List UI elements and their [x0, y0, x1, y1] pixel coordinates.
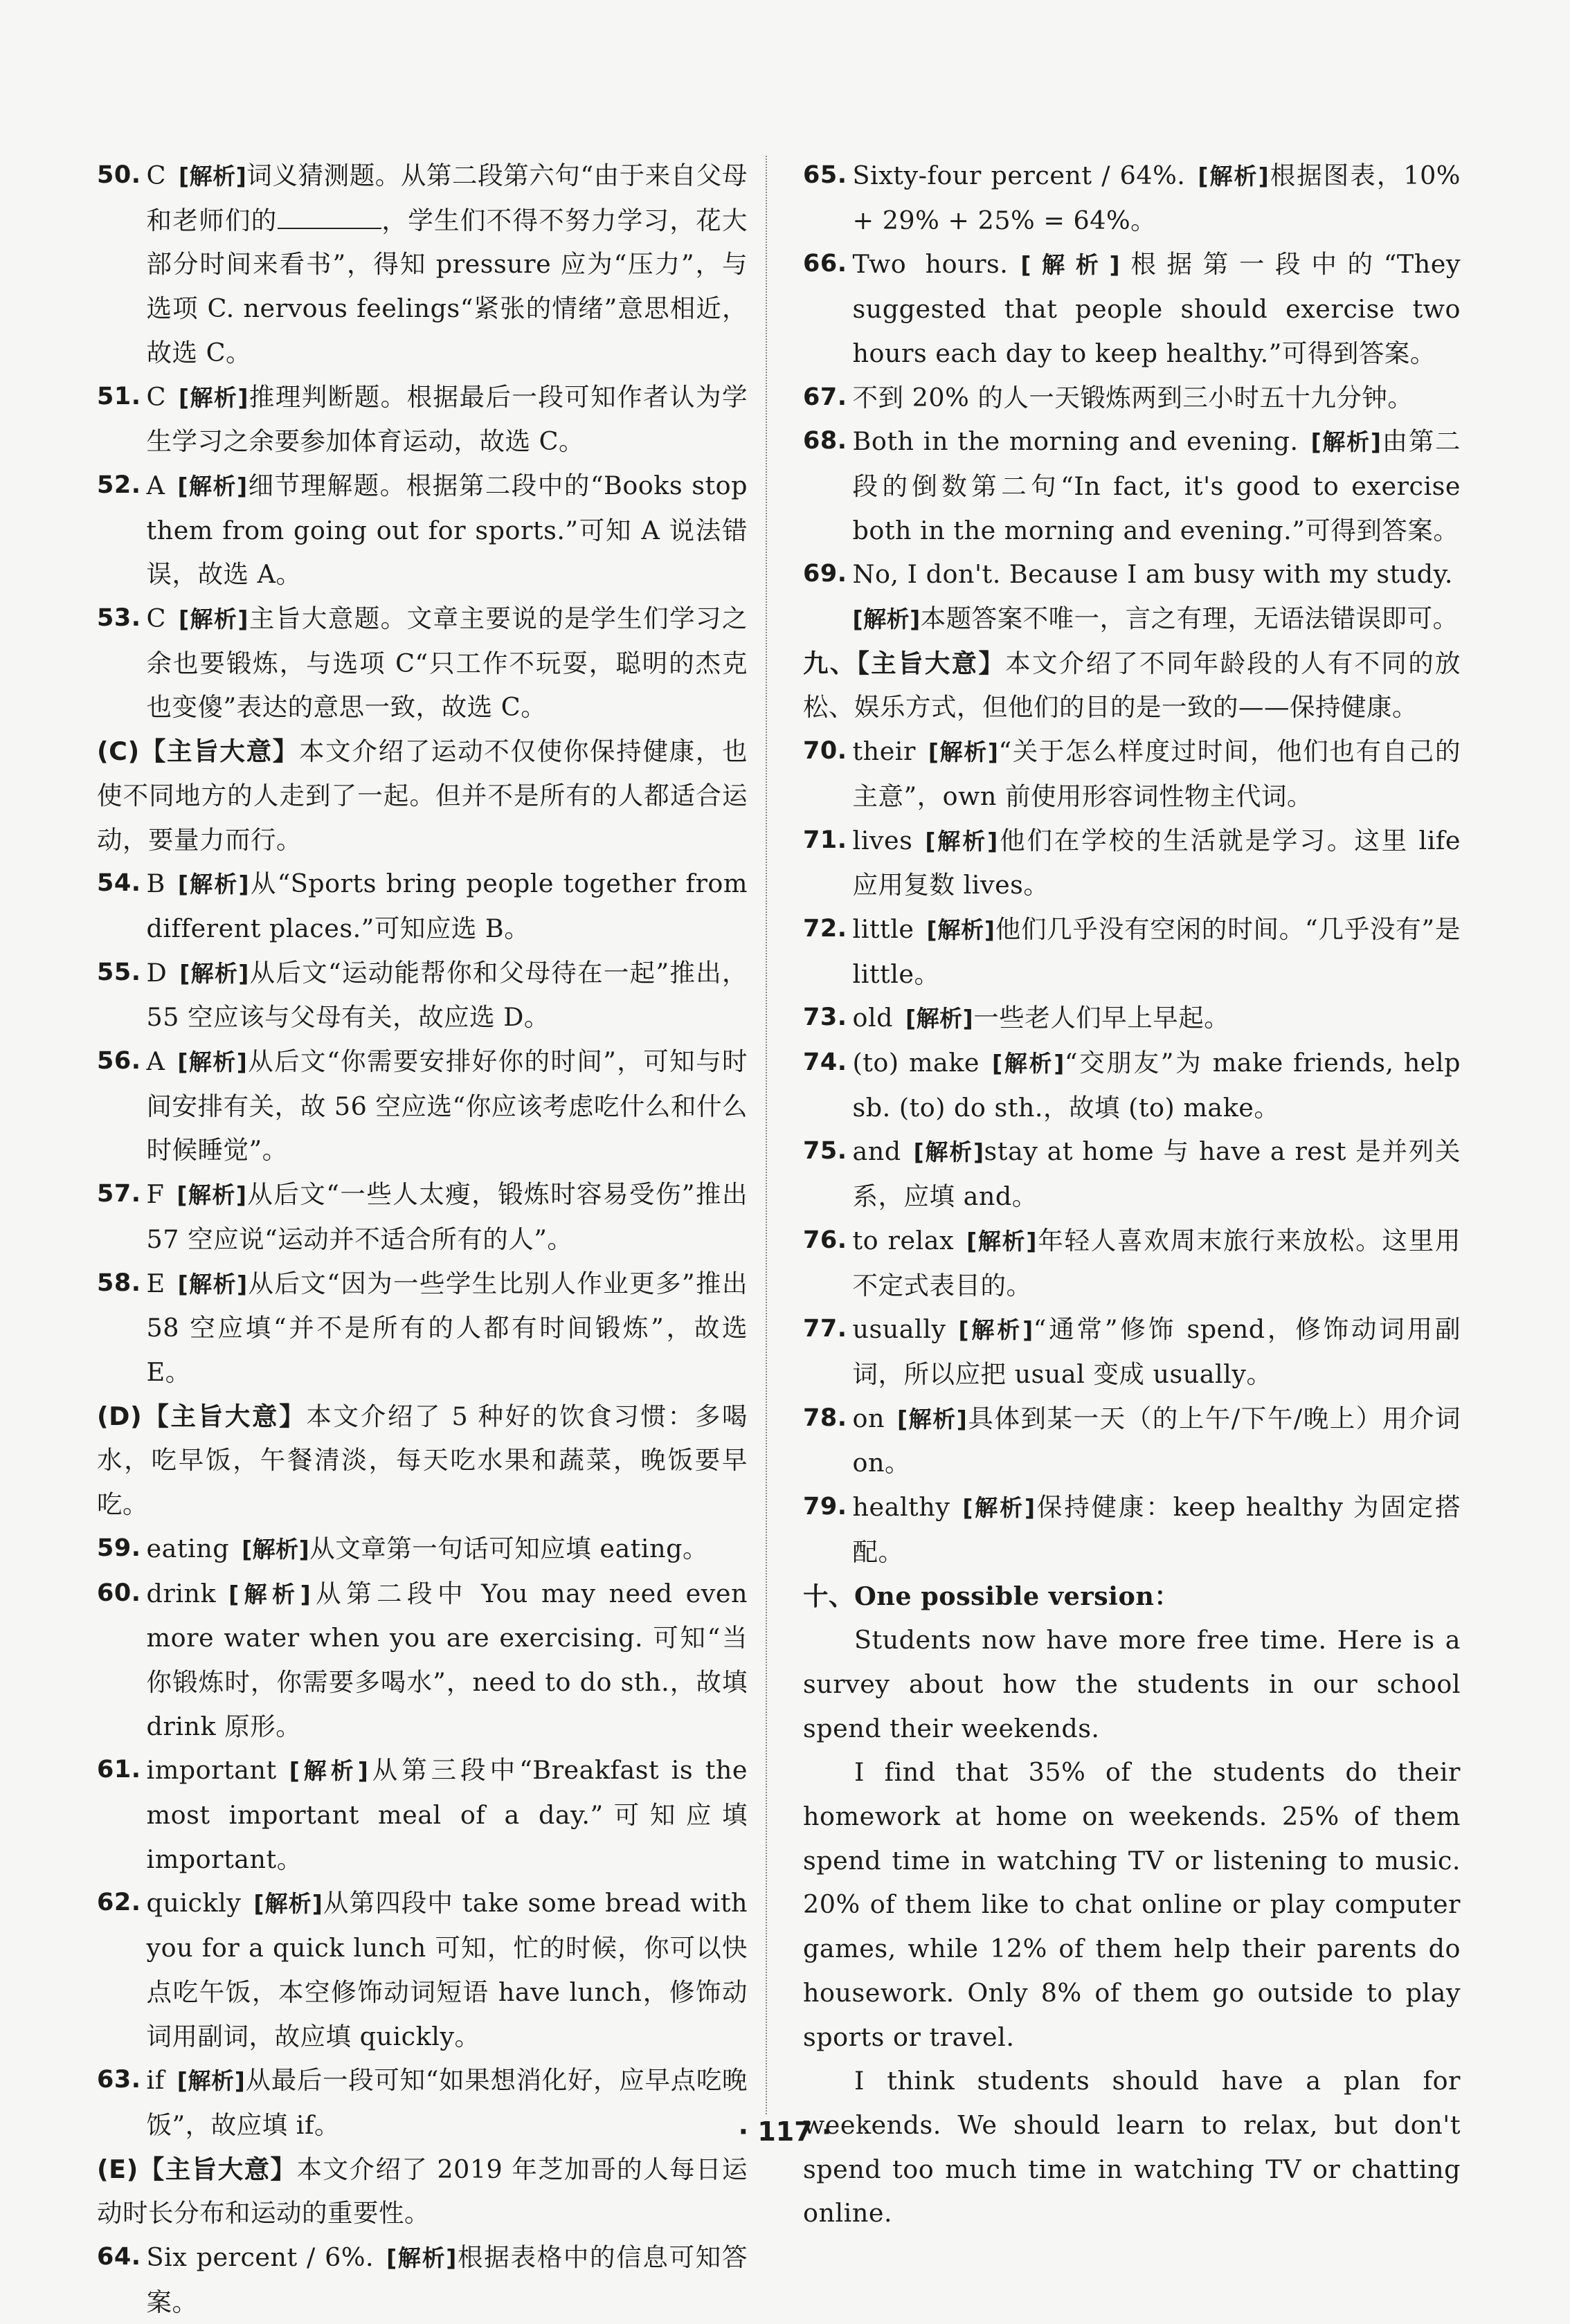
- answer: on: [852, 1403, 885, 1433]
- section-text: 本文介绍了 2019 年芝加哥的人每日运动时长分布和运动的重要性。: [97, 2154, 748, 2228]
- section-nine-summary: [803, 642, 1461, 729]
- analysis-text: stay at home 与 have a rest 是并列关系，应填 and。: [852, 1136, 1461, 1212]
- analysis-text: 本题答案不唯一，言之有理，无语法错误即可。: [920, 603, 1459, 634]
- answer: usually: [852, 1314, 946, 1345]
- answer: D: [146, 957, 168, 988]
- page-number: · 117 ·: [738, 2116, 832, 2147]
- answer: C: [146, 603, 166, 634]
- analysis-tag: [解析]: [386, 2244, 457, 2272]
- analysis-tag: [解析]: [177, 1181, 247, 1209]
- answer: B: [146, 869, 165, 899]
- analysis-text: 根据表格中的信息可知答案。: [146, 2242, 748, 2317]
- answer-item-66: [803, 242, 1461, 375]
- answer-item-73: [803, 996, 1461, 1041]
- question-number: 63.: [97, 2066, 141, 2094]
- answer-item-53: [97, 597, 748, 729]
- answer: C: [146, 161, 166, 190]
- essay-paragraph: I think students should have a plan for weekends. We should learn to relax, but don't spend too much time in watching TV or chatting online.: [803, 2066, 1461, 2228]
- analysis-text: 细节理解题。根据第二段中的“Books stop them from going out for sports.”可知 A 说法错误，故选 A。: [146, 470, 748, 590]
- section-text: 本文介绍了运动不仅使你保持健康，也使不同地方的人走到了一起。但并不是所有的人都适合运动，要量力而行。: [97, 736, 748, 855]
- analysis-tag: [解析]: [925, 827, 998, 855]
- answer: F: [146, 1179, 165, 1210]
- answer: Sixty-four percent / 64%.: [852, 161, 1186, 190]
- question-number: 61.: [97, 1756, 141, 1784]
- answer-item-55: [97, 951, 748, 1040]
- answer: Two hours.: [852, 249, 1009, 280]
- question-number: 76.: [803, 1226, 847, 1254]
- answer: if: [146, 2065, 165, 2096]
- section-e-summary: [97, 2148, 748, 2235]
- right-column: [803, 154, 1461, 2235]
- question-number: 71.: [803, 826, 847, 854]
- answer: old: [852, 1003, 894, 1033]
- question-number: 68.: [803, 427, 847, 455]
- analysis-tag: [解析]: [1310, 428, 1382, 456]
- analysis-tag: [解析]: [958, 1316, 1034, 1344]
- analysis-text: 从后文“因为一些学生比别人作业更多”推出 58 空应填“并不是所有的人都有时间锻炼”，故选 E。: [146, 1268, 748, 1387]
- essay-paragraph: I find that 35% of the students do their homework at home on weekends. 25% of them spend time in watching TV or listening to music. 20% of them like to chat online or play computer games, while 12% of them help their parents do housework. Only 8% of them go outside to play sports or travel.: [803, 1757, 1461, 2052]
- answer-item-52: [97, 464, 748, 597]
- analysis-tag: [解析]: [992, 1050, 1065, 1078]
- answer-item-71: [803, 819, 1461, 907]
- answer: A: [146, 1046, 165, 1077]
- answer: Six percent / 6%.: [146, 2242, 375, 2273]
- question-number: 65.: [803, 161, 847, 189]
- analysis-tag: [解析]: [177, 1270, 248, 1298]
- question-number: 64.: [97, 2243, 141, 2271]
- analysis-tag: [解析]: [1020, 251, 1121, 279]
- analysis-text: 从后文“一些人太瘦，锻炼时容易受伤”推出 57 空应说“运动并不适合所有的人”。: [146, 1179, 748, 1254]
- question-number: 62.: [97, 1889, 141, 1917]
- analysis-text: 主旨大意题。文章主要说的是学生们学习之余也要锻炼，与选项 C“只工作不玩耍，聪明的杰克也变傻”表达的意思一致，故选 C。: [146, 603, 748, 723]
- left-column: [97, 154, 748, 2324]
- answer: (to) make: [852, 1048, 980, 1078]
- answer: to relax: [852, 1225, 955, 1255]
- analysis-text: ，学生们不得不努力学习，花大部分时间来看书”，得知 pressure 应为“压力”，与选项 C. nervous feelings“紧张的情绪”意思相近，故选 C。: [146, 205, 748, 367]
- answer-item-70: [803, 729, 1461, 818]
- section-text: 本文介绍了 5 种好的饮食习惯：多喝水，吃早饭，午餐清淡，每天吃水果和蔬菜，晚饭要早吃。: [97, 1401, 748, 1520]
- analysis-tag: [解析]: [1198, 163, 1270, 190]
- analysis-tag: [解析]: [177, 1048, 248, 1076]
- analysis-tag: [解析]: [178, 383, 249, 411]
- analysis-text: “关于怎么样度过时间，他们也有自己的主意”，own 前使用形容词性物主代词。: [852, 736, 1461, 811]
- answer: and: [852, 1136, 901, 1167]
- answer: healthy: [852, 1492, 950, 1523]
- question-number: 50.: [97, 161, 141, 189]
- answer-item-65: [803, 154, 1461, 242]
- analysis-tag: [解析]: [253, 1890, 323, 1918]
- analysis-text: 由第二段的倒数第二句“In fact, it's good to exercise both in the morning and evening.”可得到答案。: [852, 426, 1461, 545]
- analysis-text: 根据图表，10% + 29% + 25% = 64%。: [852, 161, 1461, 235]
- section-text: 本文介绍了不同年龄段的人有不同的放松、娱乐方式，但他们的目的是一致的——保持健康。: [803, 648, 1461, 723]
- analysis-tag: [解析]: [177, 472, 248, 500]
- analysis-text: 从“Sports bring people together from different places.”可知应选 B。: [146, 869, 748, 943]
- question-number: 75.: [803, 1137, 847, 1165]
- analysis-text: 从后文“你需要安排好你的时间”，可知与时间安排有关，故 56 空应选“你应该考虑吃什么和什么时候睡觉”。: [146, 1046, 748, 1165]
- question-number: 74.: [803, 1048, 847, 1077]
- analysis-tag: [解析]: [178, 606, 249, 633]
- question-number: 70.: [803, 737, 847, 765]
- analysis-tag: [解析]: [179, 959, 249, 987]
- answer: drink: [146, 1578, 217, 1608]
- analysis-text: 他们在学校的生活就是学习。这里 life 应用复数 lives。: [852, 825, 1461, 900]
- analysis-tag: [解析]: [289, 1757, 369, 1785]
- answer: their: [852, 736, 916, 767]
- answer-item-57: [97, 1172, 748, 1261]
- answer-item-67: [803, 376, 1461, 420]
- question-number: 55.: [97, 958, 141, 986]
- analysis-text: “通常”修饰 spend，修饰动词用副词，所以应把 usual 变成 usually。: [852, 1314, 1461, 1389]
- analysis-tag: [解析]: [905, 1005, 974, 1033]
- answer: little: [852, 914, 914, 944]
- analysis-tag: [解析]: [177, 2067, 246, 2095]
- analysis-tag: [解析]: [178, 163, 247, 190]
- analysis-tag: [解析]: [177, 871, 250, 898]
- answer-item-51: [97, 375, 748, 464]
- section-label: (C)【主旨大意】: [97, 736, 299, 767]
- analysis-text: 从第二段中 You may need even more water when you are exercising. 可知“当你锻炼时，你需要多喝水”，need to do sth.，故填 drink 原形。: [146, 1578, 748, 1741]
- column-divider: [766, 156, 767, 2114]
- analysis-text: 推理判断题。根据最后一段可知作者认为学生学习之余要参加体育运动，故选 C。: [146, 381, 748, 457]
- answer: eating: [146, 1533, 230, 1563]
- answer-item-64: [97, 2235, 748, 2324]
- analysis-tag: [解析]: [928, 738, 999, 766]
- question-number: 69.: [803, 560, 847, 588]
- question-number: 73.: [803, 1004, 847, 1032]
- question-number: 79.: [803, 1493, 847, 1521]
- analysis-text: 保持健康：keep healthy 为固定搭配。: [852, 1492, 1461, 1567]
- answer-item-56: [97, 1040, 748, 1172]
- analysis-tag: [解析]: [962, 1494, 1036, 1522]
- question-number: 60.: [97, 1579, 141, 1607]
- question-number: 72.: [803, 914, 847, 943]
- question-number: 52.: [97, 471, 141, 499]
- answer-item-75: [803, 1129, 1461, 1218]
- question-number: 59.: [97, 1534, 141, 1562]
- answer-item-74: [803, 1041, 1461, 1129]
- answer: lives: [852, 825, 913, 855]
- section-c-summary: [97, 729, 748, 862]
- answer-item-62: [97, 1881, 748, 2058]
- answer: No, I don't. Because I am busy with my study.: [852, 559, 1453, 590]
- question-number: 78.: [803, 1404, 847, 1432]
- answer: C: [146, 381, 166, 412]
- analysis-tag: [解析]: [228, 1580, 312, 1608]
- section-label: 九、【主旨大意】: [803, 648, 1006, 678]
- question-number: 54.: [97, 869, 141, 898]
- analysis-text: 年轻人喜欢周末旅行来放松。这里用不定式表目的。: [852, 1225, 1461, 1300]
- question-number: 66.: [803, 250, 847, 278]
- question-number: 77.: [803, 1315, 847, 1343]
- answer-item-60: [97, 1572, 748, 1749]
- answer: 不到 20% 的人一天锻炼两到三小时五十九分钟。: [852, 382, 1414, 412]
- analysis-text: “交朋友”为 make friends, help sb. (to) do sth.，故填 (to) make。: [852, 1048, 1461, 1123]
- analysis-text: 从第三段中“Breakfast is the most important meal of a day.”可知应填 important。: [146, 1755, 748, 1874]
- question-number: 58.: [97, 1269, 141, 1297]
- analysis-text: 一些老人们早上早起。: [973, 1003, 1230, 1033]
- analysis-text: 词义猜测题。从第二段第六句“由于来自父母和老师们的: [146, 161, 748, 235]
- answer: E: [146, 1268, 165, 1298]
- analysis-text: 根据第一段中的“They suggested that people should exercise two hours each day to keep healthy.”可得到答案。: [852, 249, 1461, 368]
- answer-item-72: [803, 907, 1461, 996]
- analysis-tag: [解析]: [926, 916, 995, 943]
- analysis-tag: [解析]: [897, 1405, 968, 1433]
- answer-item-54: [97, 862, 748, 950]
- analysis-text: 从最后一段可知“如果想消化好，应早点吃晚饭”，故应填 if。: [146, 2065, 748, 2140]
- answer-item-77: [803, 1307, 1461, 1396]
- analysis-text: 他们几乎没有空闲的时间。“几乎没有”是 little。: [852, 914, 1461, 989]
- question-number: 51.: [97, 382, 141, 410]
- section-label: (E)【主旨大意】: [97, 2154, 297, 2184]
- answer: Both in the morning and evening.: [852, 426, 1299, 457]
- answer-item-68: [803, 419, 1461, 552]
- answer-item-76: [803, 1219, 1461, 1307]
- answer: quickly: [146, 1888, 242, 1918]
- answer-item-78: [803, 1397, 1461, 1485]
- answer: A: [146, 470, 165, 500]
- analysis-text: 从第四段中 take some bread with you for a quick lunch 可知，忙的时候，你可以快点吃午饭，本空修饰动词短语 have lunch，修饰动词用副词，故应填 quickly。: [146, 1888, 748, 2051]
- analysis-tag: [解析]: [242, 1535, 310, 1563]
- section-label: (D)【主旨大意】: [97, 1401, 307, 1431]
- blank-line: [278, 204, 381, 229]
- section-d-summary: [97, 1395, 748, 1527]
- essay-paragraph: Students now have more free time. Here is a survey about how the students in our school spend their weekends.: [803, 1625, 1461, 1743]
- answer-item-59: [97, 1527, 748, 1572]
- answer-item-79: [803, 1485, 1461, 1574]
- analysis-tag: [解析]: [913, 1138, 984, 1166]
- answer: important: [146, 1755, 277, 1786]
- question-number: 67.: [803, 383, 847, 411]
- question-number: 53.: [97, 604, 141, 633]
- answer-item-58: [97, 1262, 748, 1395]
- essay-title: 十、One possible version：: [803, 1581, 1180, 1611]
- analysis-text: 具体到某一天（的上午/下午/晚上）用介词 on。: [852, 1403, 1461, 1478]
- analysis-text: 从文章第一句话可知应填 eating。: [309, 1533, 708, 1563]
- answer-item-61: [97, 1748, 748, 1881]
- analysis-tag: [解析]: [966, 1227, 1037, 1255]
- answer-item-50: [97, 154, 748, 375]
- answer-item-69: [803, 552, 1461, 641]
- analysis-text: 从后文“运动能帮你和父母待在一起”推出，55 空应该与父母有关，故应选 D。: [146, 957, 748, 1033]
- question-number: 56.: [97, 1047, 141, 1075]
- question-number: 57.: [97, 1180, 141, 1208]
- analysis-tag: [解析]: [852, 606, 921, 633]
